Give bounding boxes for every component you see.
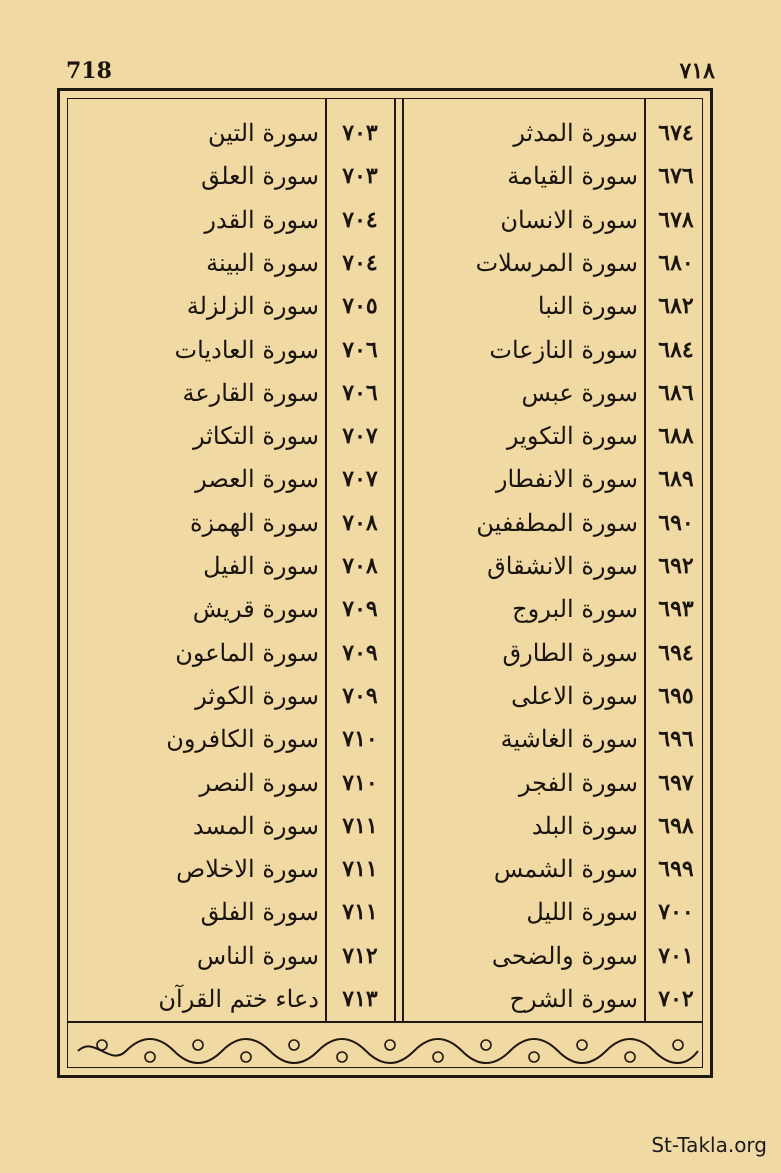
right-surah-name: سورة البلد xyxy=(531,811,638,840)
left-surah-name: سورة العاديات xyxy=(174,335,319,364)
right-surah-name: سورة المرسلات xyxy=(475,248,638,277)
right-surah-name: سورة والضحى xyxy=(491,941,638,970)
right-page-number: ٦٩٨ xyxy=(658,812,694,839)
right-surah-name: سورة الانفطار xyxy=(495,465,638,494)
left-page-number: ٧١٠ xyxy=(342,726,378,753)
left-surah-name: سورة القدر xyxy=(204,205,319,234)
left-page-number: ٧١٢ xyxy=(342,942,378,969)
right-surah-name: سورة النبا xyxy=(537,292,638,321)
left-page-number: ٧١١ xyxy=(342,899,378,926)
right-surah-name: سورة التكوير xyxy=(506,422,638,451)
left-page-number: ٧٠٨ xyxy=(342,553,378,579)
left-surah-name: دعاء ختم القرآن xyxy=(158,985,319,1013)
ornamental-border-icon xyxy=(74,1031,702,1071)
right-page-number: ٧٠١ xyxy=(658,942,694,969)
left-surah-name: سورة الهمزة xyxy=(189,508,319,537)
right-surah-name: سورة المدثر xyxy=(513,119,638,147)
left-surah-name: سورة التكاثر xyxy=(192,422,319,451)
left-surah-name: سورة الكافرون xyxy=(166,725,319,754)
right-surah-name: سورة الشرح xyxy=(509,985,638,1013)
right-surah-name: سورة عبس xyxy=(521,378,638,407)
right-surah-name: سورة الاعلى xyxy=(511,681,638,710)
right-surah-name: سورة النازعات xyxy=(489,335,638,364)
left-page-number: ٧٠٦ xyxy=(342,336,378,363)
right-page-number: ٦٨٤ xyxy=(658,336,694,363)
right-page-number: ٦٩٩ xyxy=(658,856,694,883)
right-page-number: ٦٩٠ xyxy=(658,509,694,536)
left-surah-name: سورة النصر xyxy=(199,768,319,797)
index-frame-inner xyxy=(67,98,703,1068)
right-page-number: ٦٧٦ xyxy=(658,163,694,190)
divider-center-left xyxy=(394,99,396,1021)
right-page-number: ٦٨٩ xyxy=(658,466,694,493)
right-page-number: ٦٩٥ xyxy=(658,682,694,709)
left-page-number: ٧٠٩ xyxy=(342,639,378,666)
right-page-number: ٦٩٣ xyxy=(658,596,694,623)
left-surah-name: سورة الماعون xyxy=(175,638,319,667)
right-surah-name: سورة الانسان xyxy=(500,205,638,234)
left-page-number: ٧١١ xyxy=(342,856,378,883)
right-surah-name: سورة القيامة xyxy=(507,162,638,191)
left-page-number: ٧٠٣ xyxy=(342,120,378,146)
left-surah-name: سورة الفلق xyxy=(200,898,319,927)
left-page-number: ٧٠٥ xyxy=(342,293,378,320)
left-page-number: ٧٠٦ xyxy=(342,379,378,406)
right-page-number: ٦٨٢ xyxy=(658,293,694,320)
right-surah-name: سورة البروج xyxy=(512,595,638,624)
right-page-number: ٦٧٨ xyxy=(658,206,694,233)
watermark: St-Takla.org xyxy=(651,1133,767,1157)
index-frame xyxy=(57,88,713,1078)
left-surah-name: سورة الناس xyxy=(196,941,319,970)
right-surah-name: سورة الشمس xyxy=(493,855,638,884)
left-surah-name: سورة الكوثر xyxy=(195,681,319,710)
right-page-number: ٦٧٤ xyxy=(658,120,694,146)
left-page-number: ٧١٠ xyxy=(342,769,378,796)
left-page-number: ٧٠٩ xyxy=(342,596,378,623)
right-page-number: ٦٩٦ xyxy=(658,726,694,753)
right-surah-name: سورة الطارق xyxy=(502,638,638,667)
left-surah-name: سورة قريش xyxy=(192,595,319,624)
left-page-number: ٧٠٤ xyxy=(342,249,378,276)
left-surah-name: سورة العصر xyxy=(195,465,319,494)
right-surah-name: سورة الغاشية xyxy=(500,725,638,754)
left-surah-name: سورة العلق xyxy=(201,162,319,191)
left-surah-name: سورة البينة xyxy=(206,248,319,277)
left-surah-name: سورة القارعة xyxy=(182,378,319,407)
left-surah-name: سورة الفيل xyxy=(203,552,319,580)
right-surah-name: سورة الانشقاق xyxy=(487,552,638,580)
left-page-number: ٧٠٧ xyxy=(342,423,378,450)
left-page-number: ٧٠٩ xyxy=(342,682,378,709)
right-surah-name: سورة الفجر xyxy=(518,768,638,797)
right-page-number: ٧٠٢ xyxy=(658,986,694,1012)
right-page-number: ٦٩٤ xyxy=(658,639,694,666)
left-page-number: ٧٠٨ xyxy=(342,509,378,536)
right-page-number: ٦٨٨ xyxy=(658,423,694,450)
right-page-number: ٦٩٢ xyxy=(658,553,694,579)
right-surah-name: سورة الليل xyxy=(526,898,638,927)
left-page-number: ٧٠٧ xyxy=(342,466,378,493)
page-number-arabic: ٧١٨ xyxy=(679,58,715,84)
right-page-number: ٦٩٧ xyxy=(658,769,694,796)
left-page-number: ٧١١ xyxy=(342,812,378,839)
right-surah-name: سورة المطففين xyxy=(476,508,638,537)
right-page-number: ٦٨٠ xyxy=(658,249,694,276)
right-page-number: ٦٨٦ xyxy=(658,379,694,406)
left-surah-name: سورة الزلزلة xyxy=(186,292,319,321)
left-surah-name: سورة التين xyxy=(207,119,319,147)
left-page-number: ٧٠٣ xyxy=(342,163,378,190)
left-page-number: ٧٠٤ xyxy=(342,206,378,233)
left-surah-name: سورة الاخلاص xyxy=(176,855,319,884)
left-surah-name: سورة المسد xyxy=(192,811,319,840)
right-page-number: ٧٠٠ xyxy=(658,899,694,926)
footer-divider xyxy=(68,1021,702,1023)
left-page-number: ٧١٣ xyxy=(342,986,378,1012)
page-number-latin: 718 xyxy=(66,58,112,84)
